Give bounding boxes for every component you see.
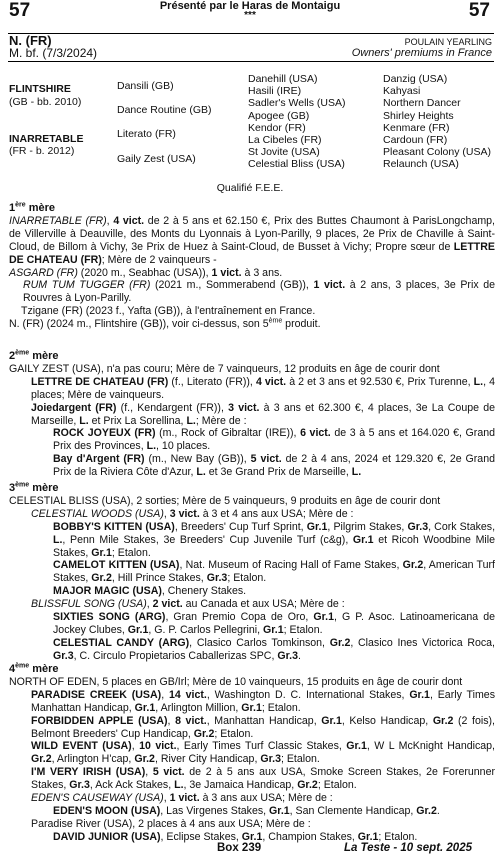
pedigree-gen3: Apogee (GB) [248, 110, 310, 122]
pedigree-gen3: La Cibeles (FR) [248, 134, 322, 146]
pedigree-gen4: Danzig (USA) [383, 73, 448, 85]
pedigree-gen2: Literato (FR) [117, 128, 176, 140]
pedigree-gen3: Hasili (IRE) [248, 85, 302, 97]
pedigree-gen3: St Jovite (USA) [248, 146, 320, 158]
dam-name: INARRETABLE [9, 133, 84, 145]
sire-info: (GB - bb. 2010) [9, 96, 82, 108]
presenter: Présenté par le Haras de Montaigu [159, 0, 341, 12]
pedigree-gen2: Dansili (GB) [117, 80, 174, 92]
text-run: , [106, 214, 114, 227]
section-3: 3ème mère CELESTIAL BLISS (USA), 2 sorties; Mère de 5 vainqueurs, 9 produits en âge de courir dont CELESTIAL WOODS (USA), 3 vict. à 3 et 4 ans aux USA; Mère de : BOBBY'S KITTEN (USA), Breeders' Cup Turf Sprint, Gr.1, Pilgrim Stakes, Gr.3, Cork Stakes, L., Penn Mile Stakes, 3e Breeders' Cup Juvenile Turf (c&g), Gr.1 et Ricoh Woodbine Mile Stakes, Gr.1; Etalon. CAMELOT KITTEN (USA), Nat. Museum of Racing Hall of Fame Stakes, Gr.2, American Turf Stakes, Gr.2, Hill Prince Stakes, Gr.3; Etalon. MAJOR MAGIC (USA), Chenery Stakes. BLISSFUL SONG (USA), 2 vict. au Canada et aux USA; Mère de : SIXTIES SONG (ARG), Gran Premio Copa de Oro, Gr.1, G P. Asoc. Latinoamericana de Jockey Clubes, Gr.1, G. P. Carlos Pellegrini, Gr.1; Etalon. CELESTIAL CANDY (ARG), Clasico Carlos Tomkinson, Gr.2, Clasico Ines Victorica Roca, Gr.3, C. Circulo Propietarios Caballerizas SPC, Gr.3. [9, 481, 496, 662]
pedigree-gen3: Danehill (USA) [248, 73, 318, 85]
pedigree-gen3: Kendor (FR) [248, 122, 306, 134]
lot-number: 57 [9, 0, 31, 21]
stars: *** [244, 10, 256, 21]
pedigree-gen3: Celestial Bliss (USA) [248, 158, 345, 170]
pedigree-gen2: Gaily Zest (USA) [117, 153, 196, 165]
pedigree-gen4: Shirley Heights [383, 110, 454, 122]
section-4: 4ème mère NORTH OF EDEN, 5 places en GB/Irl; Mère de 10 vainqueurs, 15 produits en âge de courir dont PARADISE CREEK (USA), 14 vict., Washington D. C. International Stakes, Gr.1, Early Times Manhattan Handicap, Gr.1, Arlington Million, Gr.1; Etalon. FORBIDDEN APPLE (USA), 8 vict., Manhattan Handicap, Gr.1, Kelso Handicap, Gr.2 (2 fois), Belmont Breeders' Cup Handicap, Gr.2; Etalon. WILD EVENT (USA), 10 vict., Early Times Turf Classic Stakes, Gr.1, W L McKnight Handicap, Gr.2, Arlington H'cap, Gr.2, River City Handicap, Gr.3; Etalon. I'M VERY IRISH (USA), 5 vict. de 2 à 5 ans aux USA, Smoke Screen Stakes, 2e Forerunner Stakes, Gr.3, Ack Ack Stakes, L., 3e Jamaica Handicap, Gr.2; Etalon. EDEN'S CAUSEWAY (USA), 1 vict. à 3 ans aux USA; Mère de : EDEN'S MOON (USA), Las Virgenes Stakes, Gr.1, San Clemente Handicap, Gr.2. Paradise River (USA), 2 places à 4 ans aux USA; Mère de : DAVID JUNIOR (USA), Eclipse Stakes, Gr.1, Champion Stakes, Gr.1; Etalon. [9, 662, 495, 843]
section-title: 4ème mère [9, 662, 59, 675]
horse-name: N. (FR) [9, 33, 52, 48]
pedigree-gen4: Kenmare (FR) [383, 122, 450, 134]
pedigree-gen2: Dance Routine (GB) [117, 104, 212, 116]
text-run: INARRETABLE (FR) [9, 214, 107, 227]
qualification: Qualifié F.E.E. [216, 182, 284, 194]
sex-color-birth: M. bf. (7/3/2024) [9, 46, 98, 60]
pedigree-gen4: Cardoun (FR) [383, 134, 448, 146]
text-run: 4 vict. [113, 214, 145, 227]
section-title: 3ème mère [9, 481, 59, 494]
header-rule-bottom [8, 61, 494, 62]
pedigree-gen4: Pleasant Colony (USA) [383, 146, 491, 158]
header-rule-top [8, 33, 494, 34]
text-run: de 2 à 5 ans et 62.150 €, Prix des Buttes Chaumont à ParisLongchamp, de Villerville à Deauville, des Monts du Lyonnais à Lyon-Parilly, 9 places, 2e Prix de Chaville à Saint-Cloud, de Billom à Vichy, 3e Prix de Huez à Saint-Cloud, de Busset à Vichy; Propre sœur de [9, 214, 495, 253]
category: POULAIN YEARLING [404, 37, 492, 47]
lot-number-right: 57 [468, 0, 490, 21]
section-2: 2ème mère GAILY ZEST (USA), n'a pas couru; Mère de 7 vainqueurs, 12 produits en âge de courir dont LETTRE DE CHATEAU (FR) (f., Literato (FR)), 4 vict. à 2 et 3 ans et 92.530 €, Prix Turenne, L., 4 places; Mère de vainqueurs. Joiedargent (FR) (f., Kendargent (FR)), 3 vict. à 3 ans et 62.300 €, 4 places, 3e La Coupe de Marseille, L. et Prix La Sorellina, L.; Mère de : ROCK JOYEUX (FR) (m., Rock of Gibraltar (IRE)), 6 vict. de 3 à 5 ans et 164.020 €, Grand Prix des Provinces, L., 10 places. Bay d'Argent (FR) (m., New Bay (GB)), 5 vict. de 2 à 4 ans, 2024 et 129.320 €, 2e Grand Prix de la Riviera Côte d'Azur, L. et 3e Grand Prix de Marseille, L. [9, 349, 495, 479]
section-title: 1ère mère [9, 201, 55, 214]
section-1: 1ère mère INARRETABLE (FR), 4 vict. de 2 à 5 ans et 62.150 €, Prix des Buttes Chaumont à ParisLongchamp, de Villerville à Deauville, des Monts du Lyonnais à Lyon-Parilly, 9 places, 2e Prix de Chaville à Saint-Cloud, de Billom à Vichy, 3e Prix de Huez à Saint-Cloud, de Busset à Vichy; Propre sœur de LETTRE DE CHATEAU (FR); Mère de 2 vainqueurs - ASGARD (FR) (2020 m., Seabhac (USA)), 1 vict. à 3 ans. RUM TUM TUGGER (FR) (2021 m., Sommerabend (GB)), 1 vict. à 2 ans, 3 places, 3e Prix de Rouvres à Lyon-Parilly. Tzigane (FR) (2023 f., Yafta (GB)), à l'entraînement en France. N. (FR) (2024 m., Flintshire (GB)), voir ci-dessus, son 5ème produit. [9, 201, 495, 331]
dam-info: (FR - b. 2012) [9, 145, 75, 157]
premium-note: Owners' premiums in France [351, 47, 492, 59]
pedigree-gen3: Sadler's Wells (USA) [248, 97, 346, 109]
sire-name: FLINTSHIRE [9, 83, 71, 95]
sale-date: La Teste - 10 sept. 2025 [343, 842, 472, 854]
pedigree-gen4: Northern Dancer [383, 97, 461, 109]
section-title: 2ème mère [9, 349, 59, 362]
pedigree-gen4: Relaunch (USA) [383, 158, 459, 170]
box-number: Box 239 [217, 842, 262, 854]
pedigree-gen4: Kahyasi [383, 85, 421, 97]
